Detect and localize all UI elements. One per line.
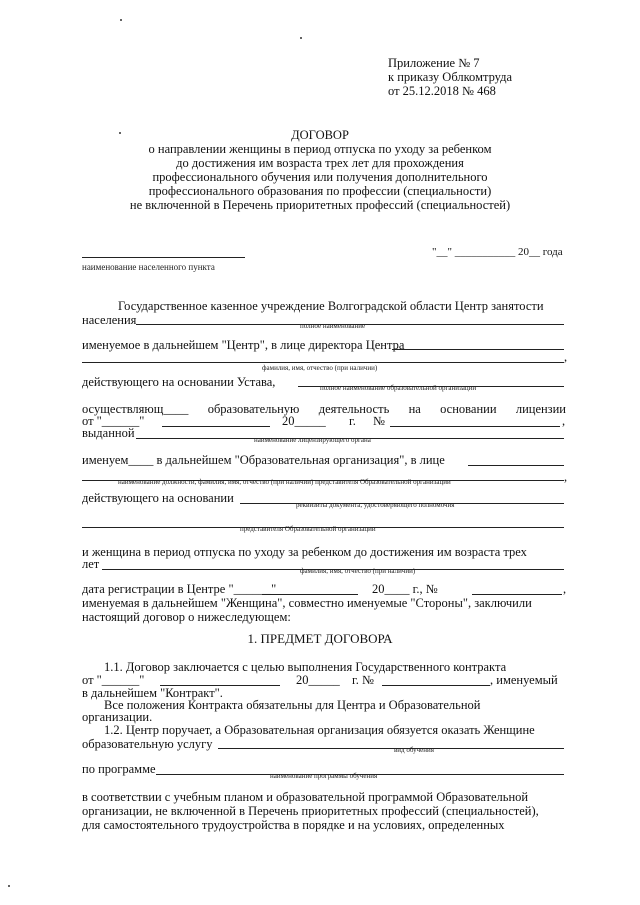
caption-licensing-body: наименование лицензирующего органа (254, 436, 371, 444)
title-line-1: о направлении женщины в период отпуска по уходу за ребенком (148, 142, 492, 156)
comma: , (564, 350, 568, 364)
appendix-line-2: к приказу Облкомтруда (388, 70, 513, 84)
named-center-text: именуемое в дальнейшем "Центр", в лице директора Центра (82, 338, 405, 352)
license-word: лицензии (515, 402, 566, 416)
title-line-3: профессионального обучения или получения дополнительного (152, 170, 488, 184)
license-month-field[interactable] (162, 426, 270, 427)
caption-full-name: полное наименование (300, 322, 366, 330)
place-caption: наименование населенного пункта (82, 262, 215, 272)
registration-month-field[interactable] (262, 594, 358, 595)
p11-line-5: организации. (82, 710, 153, 724)
license-number-field[interactable] (390, 426, 560, 427)
comma: , (564, 470, 568, 484)
caption-rep-2: представителя Образовательной организации (240, 525, 376, 533)
caption-doc: реквизиты документа, удостоверяющего полномочия (296, 501, 455, 509)
caption-fio: фамилия, имя, отчество (при наличии) (262, 364, 378, 372)
p12-line-3: в соответствии с учебным планом и образовательной программой Образовательной (82, 790, 529, 804)
license-g: г. (349, 414, 356, 428)
caption-org-name: полное наименование образовательной организации (320, 384, 477, 392)
p12-line-4: организации, не включенной в Перечень приоритетных профессий (специальностей), (82, 804, 539, 818)
p12-line-2: образовательную услугу (82, 737, 213, 751)
center-name-line-1: Государственное казенное учреждение Волгоградской области Центр занятости (118, 299, 544, 313)
title-line-5: не включенной в Перечень приоритетных профессий (специальностей) (129, 198, 511, 212)
named-org-text: именуем____ в дальнейшем "Образовательная организация", в лице (82, 453, 445, 467)
caption-type: вид обучения (394, 746, 434, 754)
license-from: от "______" (82, 414, 145, 428)
program-text: по программе (82, 762, 156, 776)
appendix-line-3: от 25.12.2018 № 468 (388, 84, 496, 98)
org-rep-field-a[interactable] (468, 465, 564, 466)
title-line-2: до достижения им возраста трех лет для прохождения (176, 156, 464, 170)
caption-rep: наименование должности, фамилия, имя, отчество (при наличии) представителя Образовательной организации (118, 478, 451, 486)
contract-year: 20_____ (296, 673, 340, 687)
contract-g-no: г. № (352, 673, 374, 687)
director-field[interactable] (392, 349, 564, 350)
acting-basis-text: действующего на основании (82, 491, 234, 505)
contract-date: "__" ___________ 20__ года (432, 246, 563, 258)
document-title: ДОГОВОР (291, 128, 349, 142)
scan-speck (120, 19, 122, 21)
contract-number-field[interactable] (382, 685, 490, 686)
license-no-sign: № (373, 414, 385, 428)
p11-line-1: 1.1. Договор заключается с целью выполнения Государственного контракта (104, 660, 507, 674)
p12-line-1: 1.2. Центр поручает, а Образовательная организация обязуется оказать Женщине (104, 723, 535, 737)
p11-from: от "______" (82, 673, 145, 687)
woman-text-1: и женщина в период отпуска по уходу за ребенком до достижения им возраста трех (82, 545, 527, 559)
title-line-4: профессионального образования по профессии (специальности) (148, 184, 492, 198)
p11-line-3: в дальнейшем "Контракт". (82, 686, 223, 700)
scan-speck (8, 885, 10, 887)
comma: , (563, 582, 567, 596)
director-fio-field[interactable] (82, 362, 564, 363)
named-woman-text: именуемая в дальнейшем "Женщина", совместно именуемые "Стороны", заключили (82, 596, 532, 610)
scan-speck (300, 37, 302, 39)
service-type-field[interactable] (218, 748, 564, 749)
contract-named: , именуемый (490, 673, 558, 687)
p11-line-4: Все положения Контракта обязательны для Центра и Образовательной (104, 698, 481, 712)
license-word: образовательную (207, 402, 300, 416)
license-word: осуществляющ____ (82, 402, 189, 416)
acting-charter-text: действующего на основании Устава, (82, 375, 276, 389)
license-word: деятельность (318, 402, 390, 416)
concluded-text: настоящий договор о нижеследующем: (82, 610, 291, 624)
registration-number-field[interactable] (472, 594, 562, 595)
woman-text-2: лет (82, 557, 100, 571)
p12-line-5: для самостоятельного трудоустройства в порядке и на условиях, определенных (82, 818, 505, 832)
comma: , (562, 414, 566, 428)
caption-program: наименование программы обучения (270, 772, 378, 780)
caption-fio-woman: фамилия, имя, отчество (при наличии) (300, 567, 416, 575)
section-1-heading: 1. ПРЕДМЕТ ДОГОВОРА (247, 631, 393, 646)
registration-year: 20____ г., № (372, 582, 438, 596)
registration-date-text: дата регистрации в Центре "______" (82, 582, 277, 596)
center-name-line-2: населения (82, 313, 137, 327)
appendix-line-1: Приложение № 7 (388, 56, 480, 70)
issued-text: выданной (82, 426, 135, 440)
place-field[interactable] (82, 257, 245, 258)
license-word: на (408, 402, 421, 416)
license-year: 20_____ (282, 414, 326, 428)
license-word: основании (440, 402, 497, 416)
